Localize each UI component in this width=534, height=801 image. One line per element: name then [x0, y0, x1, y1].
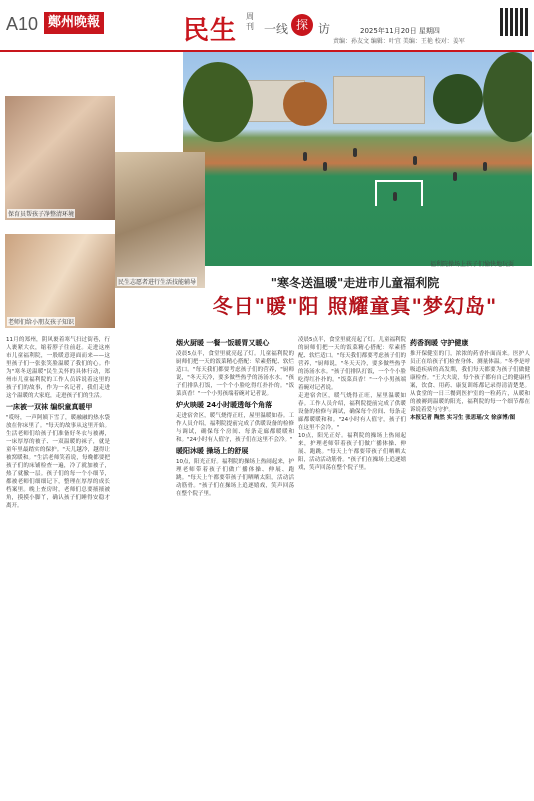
editor-credits: 责编：孙友文 编辑：叶宜 美编：王艳 校对：姜军 — [333, 38, 465, 45]
column-badge: 探 — [291, 14, 313, 36]
newspaper-logo: 鄭州晚報 — [44, 12, 104, 34]
article-paragraph: 走进宿舍区，暖气烧得正旺，屋里温暖如春。工作人员介绍，福利院提前完成了供暖设备的检修与调试，确保每个房间、每条走廊都暖暖和和。"24小时有人值守，孩子们在这里不会冷。" — [176, 413, 294, 443]
tree — [183, 62, 253, 142]
section-subtitle: 周刊 — [246, 12, 254, 31]
photo-caption: 老师们给小朋友孩子知识 — [8, 319, 75, 326]
article-column-3 — [298, 336, 406, 798]
article-column-4 — [410, 336, 530, 798]
subhead: 一床被一双袜 编织童真暖甲 — [6, 403, 93, 411]
subhead: 暖阳沐暖 操场上的舒展 — [176, 447, 249, 455]
column-name-a: 一线 — [264, 22, 289, 36]
article-paragraph: 10点，阳光正好。福利院的操场上热闹起来，护理老师带着孩子们做广播体操、伸展、跑跳。"每天上午都要带孩子们晒晒太阳，活动活动筋骨。"孩子们在操场上追逐嬉戏，笑声回荡在整个院子里。 — [298, 433, 406, 471]
article-paragraph: 推开保健室的门，浓浓的药香扑面而来。医护人员正在给孩子们检查身体、测量体温。"冬季是呼吸道疾病的高发期，我们每天都要为孩子们做健康检查。"王大夫说，每个孩子都有自己的健康档案，饮食、用药、康复训练都记录得清清楚楚。从食堂的一日三餐到医护室的一粒药片，从暖和的被褥到温暖的阳光，福利院的每一个细节都在诉说着爱与守护。 — [410, 351, 530, 413]
article-column-2 — [176, 336, 294, 798]
column-name-b: 访 — [318, 22, 331, 36]
building — [333, 76, 425, 124]
article-paragraph: 凌晨5点半，食堂里就亮起了灯。儿童福利院的厨师们把一天的饭菜精心搭配：荤素搭配、软烂适口。"每天我们都要考虑孩子们的营养，"厨师说，"冬天天冷，要多做些热乎的汤汤水水。"孩子们排队打饭，一个个小脸吃得红扑扑的。"饭菜真香！"一个小男孩端着碗对记者说。 — [298, 337, 406, 391]
headline-kicker: "寒冬送温暖"走进市儿童福利院 — [270, 276, 440, 290]
main-photo — [183, 52, 532, 266]
photo-caption: 保育员帮孩子净整清环境 — [8, 211, 75, 218]
child-figure — [353, 148, 357, 157]
photo-volunteer — [115, 152, 205, 288]
child-figure — [413, 156, 417, 165]
issue-date: 2025年11月20日 星期四 — [360, 27, 440, 35]
tree — [283, 82, 327, 126]
qr-code-icon — [500, 8, 528, 36]
photo-caption: 民生志愿者进行生活技能辅导 — [118, 279, 197, 286]
subhead: 药香润暖 守护健康 — [410, 339, 469, 347]
page-header — [0, 0, 534, 52]
child-figure — [393, 192, 397, 201]
main-photo-caption: 福利院操场上孩子们愉快地玩耍 — [430, 261, 515, 268]
subhead: 烟火厨暖 一餐一饭暖胃又暖心 — [176, 339, 270, 347]
photo-caregiver — [5, 96, 115, 220]
child-figure — [483, 162, 487, 171]
photo-classroom — [5, 234, 115, 328]
subhead: 炉火映暖 24小时暖透每个角落 — [176, 401, 273, 409]
headline: 冬日"暖"阳 照耀童真"梦幻岛" — [212, 294, 498, 318]
article-paragraph: 凌晨5点半，食堂里就亮起了灯。儿童福利院的厨师们把一天的饭菜精心搭配：荤素搭配、软烂适口。"每天我们都要考虑孩子们的营养，"厨师说，"冬天天冷，要多做些热乎的汤汤水水。"孩子们排队打饭，一个个小脸吃得红扑扑的。"饭菜真香！"一个小男孩端着碗对记者说。 — [176, 351, 294, 397]
section-title: 民生 — [183, 16, 238, 46]
child-figure — [303, 152, 307, 161]
child-figure — [323, 162, 327, 171]
page-number: A10 — [6, 14, 39, 34]
soccer-goal — [375, 180, 423, 206]
article-intro: 11月的郑州，阴风裹着寒气扫过街巷，行人裹紧大衣，缩着脖子往前赶。走进这座市儿童福利院，一股暖意迎面而来——这里孩子们一张张笑脸温暖了我们的心。作为"寒冬送温暖"民生关怀的具体行动，郑州市儿童福利院的工作人员诉说着这里的孩子们的故事，作为一名记者，我们走进这个温暖的大家庭，走进孩子们的生活。 — [6, 337, 110, 399]
tree — [433, 74, 483, 124]
article-column-1 — [6, 336, 110, 798]
child-figure — [453, 172, 457, 181]
article-paragraph: "哎呀，一声阿姨下雪了，暖融融的热水袋放在你床里了。"每天的故事从这里开始。生活老师们给孩子们准备好冬衣与被褥，一床厚厚的被子、一双温暖的袜子，就是童年里最踏实的保护。"天儿越冷，越得让被窝暖和。"生活老师笑着说，每晚都要把孩子们的床铺检查一遍，冷了就加被子，热了就撤一层。孩子们的每一个小细节，都被老师们细细记下，整理在厚厚的成长档案里。晚上查房时，老师们总要掖掖被角，摸摸小脚丫，确认孩子们睡得安稳才离开。 — [6, 415, 110, 509]
article-paragraph: 10点，阳光正好。福利院的操场上热闹起来，护理老师带着孩子们做广播体操、伸展、跑跳。"每天上午都要带孩子们晒晒太阳，活动活动筋骨。"孩子们在操场上追逐嬉戏，笑声回荡在整个院子里。 — [176, 459, 294, 497]
tree — [483, 52, 532, 142]
article-paragraph: 走进宿舍区，暖气烧得正旺，屋里温暖如春。工作人员介绍，福利院提前完成了供暖设备的检修与调试，确保每个房间、每条走廊都暖暖和和。"24小时有人值守，孩子们在这里不会冷。" — [298, 393, 406, 431]
reporter-byline: 本报记者 陶然 实习生 张思瑶/文 徐彦博/图 — [410, 415, 516, 421]
